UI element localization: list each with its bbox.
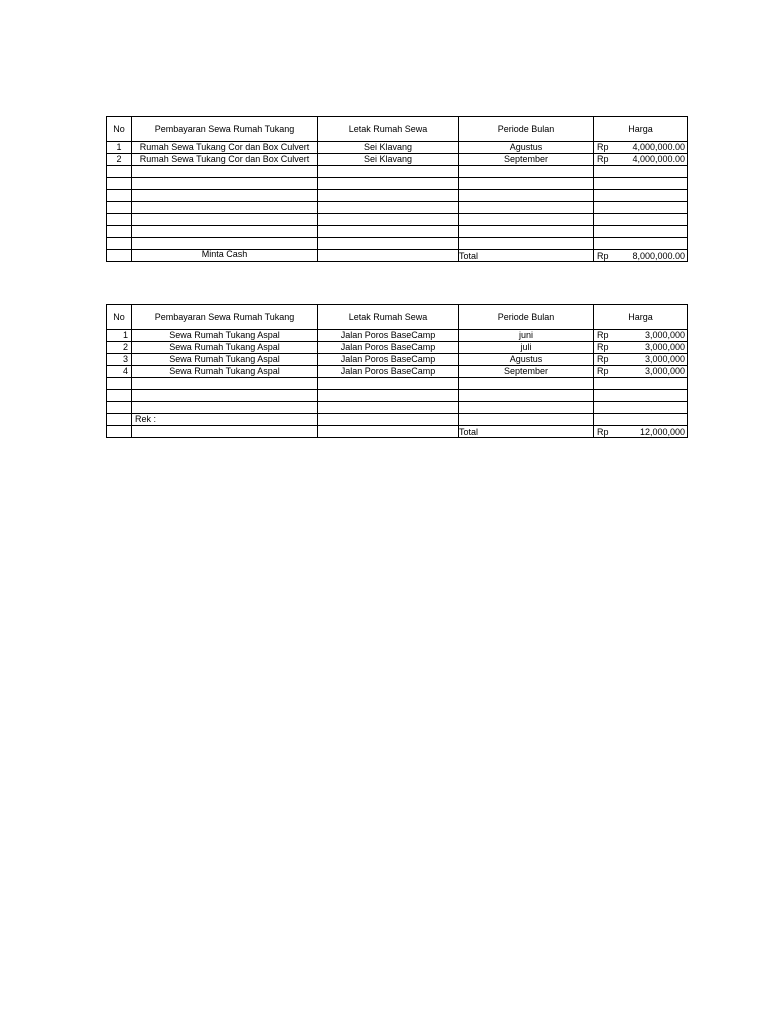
- empty-row: [107, 378, 688, 390]
- cell-no[interactable]: 2: [107, 154, 132, 166]
- total-label[interactable]: Total: [459, 426, 594, 438]
- cell-no[interactable]: 4: [107, 366, 132, 378]
- empty-cell[interactable]: [107, 250, 132, 262]
- empty-cell[interactable]: [594, 214, 688, 226]
- cell-item[interactable]: Sewa Rumah Tukang Aspal: [132, 330, 318, 342]
- cell-no[interactable]: 3: [107, 354, 132, 366]
- header-no: No: [107, 305, 132, 330]
- empty-cell[interactable]: [132, 378, 318, 390]
- cell-item[interactable]: Sewa Rumah Tukang Aspal: [132, 354, 318, 366]
- total-label[interactable]: Total: [459, 250, 594, 262]
- empty-cell[interactable]: [459, 214, 594, 226]
- empty-cell[interactable]: [132, 166, 318, 178]
- empty-cell[interactable]: [459, 390, 594, 402]
- total-price[interactable]: [594, 250, 688, 262]
- cell-no[interactable]: 1: [107, 142, 132, 154]
- currency-label: Rp: [597, 366, 609, 376]
- empty-cell[interactable]: [594, 390, 688, 402]
- cell-location[interactable]: Jalan Poros BaseCamp: [318, 342, 459, 354]
- currency-label: Rp: [597, 342, 609, 352]
- currency-label: Rp: [597, 142, 609, 152]
- currency-label: Rp: [597, 354, 609, 364]
- empty-cell[interactable]: [318, 378, 459, 390]
- note-row: [107, 414, 688, 426]
- cell-period[interactable]: juni: [459, 330, 594, 342]
- currency-label: Rp: [597, 330, 609, 340]
- currency-label: Rp: [597, 427, 609, 437]
- header-item: Pembayaran Sewa Rumah Tukang: [132, 305, 318, 330]
- header-row: [107, 117, 688, 142]
- empty-cell[interactable]: [594, 226, 688, 238]
- empty-cell[interactable]: [107, 238, 132, 250]
- empty-cell[interactable]: [594, 238, 688, 250]
- empty-cell[interactable]: [459, 202, 594, 214]
- table-row: [107, 366, 688, 378]
- empty-cell[interactable]: [318, 214, 459, 226]
- empty-cell[interactable]: [132, 202, 318, 214]
- total-row: [107, 250, 688, 262]
- empty-cell[interactable]: [594, 402, 688, 414]
- empty-cell[interactable]: [459, 414, 594, 426]
- empty-row: [107, 202, 688, 214]
- cell-item[interactable]: Rumah Sewa Tukang Cor dan Box Culvert: [132, 154, 318, 166]
- empty-cell[interactable]: [107, 378, 132, 390]
- cell-location[interactable]: Jalan Poros BaseCamp: [318, 354, 459, 366]
- empty-cell[interactable]: [107, 414, 132, 426]
- empty-cell[interactable]: [594, 190, 688, 202]
- empty-cell[interactable]: [107, 214, 132, 226]
- header-no: No: [107, 117, 132, 142]
- empty-cell[interactable]: [318, 202, 459, 214]
- empty-cell[interactable]: [132, 178, 318, 190]
- empty-cell[interactable]: [132, 390, 318, 402]
- total-row: [107, 426, 688, 438]
- cell-location[interactable]: Jalan Poros BaseCamp: [318, 366, 459, 378]
- empty-row: [107, 178, 688, 190]
- cell-price[interactable]: [594, 330, 688, 342]
- empty-cell[interactable]: [132, 402, 318, 414]
- cell-location[interactable]: Sei Klavang: [318, 142, 459, 154]
- header-price: Harga: [594, 117, 688, 142]
- currency-label: Rp: [597, 154, 609, 164]
- header-item: Pembayaran Sewa Rumah Tukang: [132, 117, 318, 142]
- empty-cell[interactable]: [318, 226, 459, 238]
- total-value: 8,000,000.00: [632, 251, 685, 261]
- empty-cell[interactable]: [318, 166, 459, 178]
- header-period: Periode Bulan: [459, 305, 594, 330]
- empty-cell[interactable]: [107, 202, 132, 214]
- price-value: 3,000,000: [644, 330, 685, 340]
- empty-row: [107, 226, 688, 238]
- cell-no[interactable]: 1: [107, 330, 132, 342]
- empty-cell[interactable]: [459, 238, 594, 250]
- empty-cell[interactable]: [318, 426, 459, 438]
- cell-price[interactable]: [594, 142, 688, 154]
- rent-table-2: [106, 304, 688, 438]
- table-row: [107, 142, 688, 154]
- empty-cell[interactable]: [318, 238, 459, 250]
- table-row: [107, 330, 688, 342]
- empty-cell[interactable]: [318, 178, 459, 190]
- empty-cell[interactable]: [132, 426, 318, 438]
- cell-item[interactable]: Sewa Rumah Tukang Aspal: [132, 342, 318, 354]
- total-value: 12,000,000: [639, 427, 685, 437]
- empty-cell[interactable]: [107, 226, 132, 238]
- total-price[interactable]: [594, 426, 688, 438]
- empty-cell[interactable]: [594, 202, 688, 214]
- rent-table-1: [106, 116, 688, 262]
- empty-cell[interactable]: [107, 178, 132, 190]
- currency-label: Rp: [597, 251, 609, 261]
- empty-row: [107, 166, 688, 178]
- table-row: [107, 354, 688, 366]
- cell-price[interactable]: [594, 366, 688, 378]
- empty-cell[interactable]: [459, 166, 594, 178]
- empty-cell[interactable]: [107, 390, 132, 402]
- empty-cell[interactable]: [132, 226, 318, 238]
- empty-row: [107, 214, 688, 226]
- empty-cell[interactable]: [459, 402, 594, 414]
- header-price: Harga: [594, 305, 688, 330]
- empty-cell[interactable]: [107, 402, 132, 414]
- empty-cell[interactable]: [318, 250, 459, 262]
- empty-cell[interactable]: [318, 390, 459, 402]
- empty-cell[interactable]: [132, 214, 318, 226]
- cell-price[interactable]: [594, 342, 688, 354]
- empty-cell[interactable]: [107, 190, 132, 202]
- header-row: [107, 305, 688, 330]
- cell-item[interactable]: Rumah Sewa Tukang Cor dan Box Culvert: [132, 142, 318, 154]
- header-period: Periode Bulan: [459, 117, 594, 142]
- cell-period[interactable]: juli: [459, 342, 594, 354]
- cell-price[interactable]: [594, 154, 688, 166]
- price-value: 3,000,000: [644, 342, 685, 352]
- empty-cell[interactable]: [594, 378, 688, 390]
- empty-cell[interactable]: [594, 414, 688, 426]
- empty-cell[interactable]: [318, 190, 459, 202]
- cell-item[interactable]: Sewa Rumah Tukang Aspal: [132, 366, 318, 378]
- empty-cell[interactable]: [594, 178, 688, 190]
- price-value: 3,000,000: [644, 366, 685, 376]
- price-value: 4,000,000.00: [632, 154, 685, 164]
- empty-row: [107, 238, 688, 250]
- cell-period[interactable]: Agustus: [459, 354, 594, 366]
- empty-cell[interactable]: [459, 378, 594, 390]
- empty-cell[interactable]: [318, 402, 459, 414]
- bank-account-note[interactable]: Rek :: [132, 414, 318, 426]
- empty-cell[interactable]: [107, 166, 132, 178]
- empty-cell[interactable]: [132, 238, 318, 250]
- cell-location[interactable]: Sei Klavang: [318, 154, 459, 166]
- table-row: [107, 154, 688, 166]
- price-value: 3,000,000: [644, 354, 685, 364]
- empty-cell[interactable]: [107, 426, 132, 438]
- price-value: 4,000,000.00: [632, 142, 685, 152]
- header-location: Letak Rumah Sewa: [318, 305, 459, 330]
- empty-row: [107, 390, 688, 402]
- cell-period[interactable]: September: [459, 154, 594, 166]
- empty-row: [107, 190, 688, 202]
- table-row: [107, 342, 688, 354]
- cell-no[interactable]: 2: [107, 342, 132, 354]
- empty-cell[interactable]: [318, 414, 459, 426]
- empty-row: [107, 402, 688, 414]
- cell-price[interactable]: [594, 354, 688, 366]
- header-location: Letak Rumah Sewa: [318, 117, 459, 142]
- empty-cell[interactable]: [594, 166, 688, 178]
- empty-cell[interactable]: [459, 190, 594, 202]
- payment-note[interactable]: Minta Cash: [132, 250, 318, 262]
- cell-period[interactable]: Agustus: [459, 142, 594, 154]
- empty-cell[interactable]: [132, 190, 318, 202]
- empty-cell[interactable]: [459, 178, 594, 190]
- empty-cell[interactable]: [459, 226, 594, 238]
- cell-location[interactable]: Jalan Poros BaseCamp: [318, 330, 459, 342]
- cell-period[interactable]: September: [459, 366, 594, 378]
